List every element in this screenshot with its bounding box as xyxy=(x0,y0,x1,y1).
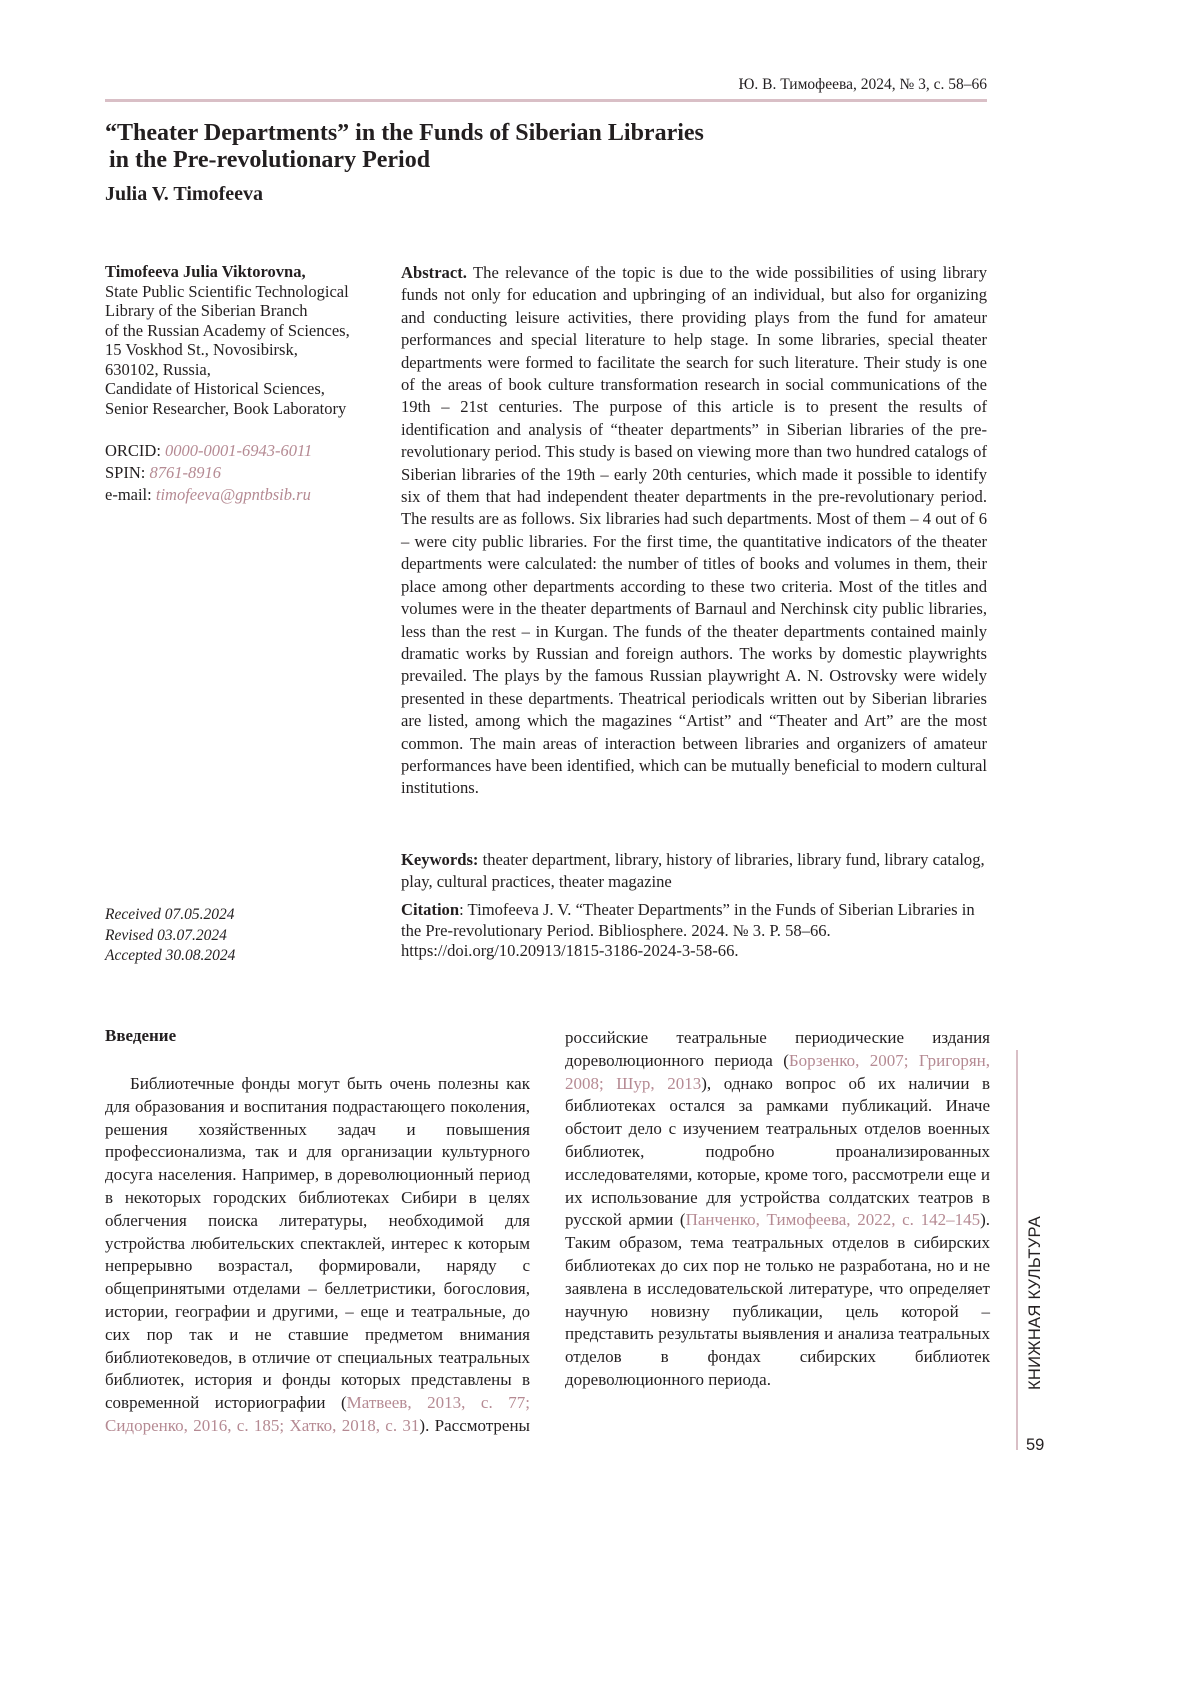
author-affiliation xyxy=(105,262,390,418)
abstract-text: The relevance of the topic is due to the wide possibilities of using library funds not only for education and upbringing of an individual, but also for organizing and conducting leisure activities, there providing plays from the fund for amateur performances and special literature to help stage. In some libraries, special theater departments were formed to facilitate the search for such literature. Their study is one of the areas of book culture transformation research in social communications of the 19th – 21st centuries. The purpose of this article is to present the results of identification and analysis of “theater departments” in Siberian libraries of the pre-revolutionary period. This study is based on viewing more than two hundred catalogs of Siberian libraries of the 19th – early 20th centuries, which made it possible to identify six of them that had independent theater departments in the pre-revolutionary period. The results are as follows. Six libraries had such departments. Most of them – 4 out of 6 – were city public libraries. For the first time, the quantitative indicators of the theater departments were calculated: the number of titles of books and volumes in them, their place among other departments according to these two criteria. Most of the titles and volumes were in the theater departments of Barnaul and Nerchinsk city public libraries, less than the rest – in Kurgan. The funds of the theater departments contained mainly dramatic works by Russian and foreign authors. The works by domestic playwrights prevailed. The plays by the famous Russian playwright A. N. Ostrovsky were widely presented in these departments. Theatrical periodicals written out by Siberian libraries are listed, among which the magazines “Artist” and “Theater and Art” are the most common. The main areas of interaction between libraries and organizers of amateur performances have been identified, which can be mutually beneficial to modern cultural institutions. xyxy=(401,263,987,797)
reference-link[interactable]: Панченко, Тимофеева, 2022, с. 142–145 xyxy=(686,1210,980,1229)
abstract xyxy=(401,262,987,800)
section-heading: Введение xyxy=(105,1026,176,1046)
page-number: 59 xyxy=(1026,1436,1044,1455)
section-label-vertical: КНИЖНАЯ КУЛЬТУРА xyxy=(1026,1216,1045,1390)
citation-text: : Timofeeva J. V. “Theater Departments” in the Funds of Siberian Libraries in the Pre-revolutionary Period. Bibliosphere. 2024. № 3. P. 58–66. https://doi.org/10.20913/1815-3186-2024-3-58-66. xyxy=(401,900,975,960)
spin-label: SPIN: xyxy=(105,463,145,482)
author-full-name: Timofeeva Julia Viktorovna, xyxy=(105,262,390,282)
body-text-segment: ). Рассмотрены российские театральные периодические издания дореволюционного периода ( xyxy=(419,1028,990,1435)
header-rule xyxy=(105,99,987,102)
article-dates xyxy=(105,905,390,967)
running-head: Ю. В. Тимофеева, 2024, № 3, с. 58–66 xyxy=(105,76,987,94)
title-line-1: “Theater Departments” in the Funds of Siberian Libraries xyxy=(105,120,805,147)
affiliation-line: 15 Voskhod St., Novosibirsk, xyxy=(105,340,390,360)
keywords-label: Keywords: xyxy=(401,850,478,869)
received-date: Received 07.05.2024 xyxy=(105,905,390,926)
body-text xyxy=(105,1027,990,1457)
article-title xyxy=(105,120,805,174)
keywords-text: theater department, library, history of libraries, library fund, library catalog, play, cultural practices, theater magazine xyxy=(401,850,985,891)
citation xyxy=(401,900,987,962)
affiliation-line: Library of the Siberian Branch xyxy=(105,301,390,321)
citation-label: Citation xyxy=(401,900,459,919)
affiliation-line: Senior Researcher, Book Laboratory xyxy=(105,399,390,419)
email-label: e-mail: xyxy=(105,485,152,504)
body-text-segment: ), однако вопрос об их наличии в библиотеках остался за рамками публикаций. Иначе обстоит дело с изучением театральных отделов военных библиотек, подробно проанализированных исследователями, которые, кроме того, рассмотрели еще и их использование для устройства солдатских театров в русской армии ( xyxy=(565,1074,990,1230)
email-link[interactable]: timofeeva@gpntbsib.ru xyxy=(156,485,311,504)
affiliation-line: Candidate of Historical Sciences, xyxy=(105,379,390,399)
spin-link[interactable]: 8761-8916 xyxy=(149,463,221,482)
affiliation-line: of the Russian Academy of Sciences, xyxy=(105,321,390,341)
title-line-2: in the Pre-revolutionary Period xyxy=(105,147,805,174)
affiliation-line: 630102, Russia, xyxy=(105,360,390,380)
author-name: Julia V. Timofeeva xyxy=(105,183,263,206)
body-text-segment: ). Таким образом, тема театральных отделов в сибирских библиотеках до сих пор не только не разработана, но и не заявлена в исследовательской литературе, что определяет научную новизну публикации, цель которой – представить результаты выявления и анализа театральных отделов в фондах сибирских библиотек дореволюционного периода. xyxy=(565,1210,990,1389)
accepted-date: Accepted 30.08.2024 xyxy=(105,946,390,967)
revised-date: Revised 03.07.2024 xyxy=(105,926,390,947)
orcid-link[interactable]: 0000-0001-6943-6011 xyxy=(165,441,312,460)
margin-rule xyxy=(1016,1050,1018,1450)
reference-link[interactable]: Борзенко, 2007; Григорян, 2008; Шур, 2013 xyxy=(565,1051,990,1093)
orcid-label: ORCID: xyxy=(105,441,161,460)
body-text-segment: Библиотечные фонды могут быть очень полезны как для образования и воспитания подрастающего поколения, решения хозяйственных задач и повышения профессионализма, так и для организации культурного досуга населения. Например, в дореволюционный период в некоторых городских библиотеках Сибири в целях облегчения поиска литературы, необходимой для устройства любительских спектаклей, интерес к которым непрерывно возрастал, формировали, наряду с общепринятыми отделами – беллетристики, богословия, истории, географии и другими, – еще и театральные, до сих пор так и не ставшие предметом внимания библиотековедов, в отличие от специальных театральных библиотек, история и фонды которых представлены в современной историографии ( xyxy=(105,1074,530,1412)
abstract-label: Abstract. xyxy=(401,263,467,282)
keywords xyxy=(401,849,987,894)
author-identifiers xyxy=(105,440,390,506)
body-paragraph xyxy=(105,1027,990,1457)
affiliation-line: State Public Scientific Technological xyxy=(105,282,390,302)
reference-link[interactable]: Матвеев, 2013, с. 77; Сидоренко, 2016, с. 185; Хатко, 2018, с. 31 xyxy=(105,1393,530,1435)
